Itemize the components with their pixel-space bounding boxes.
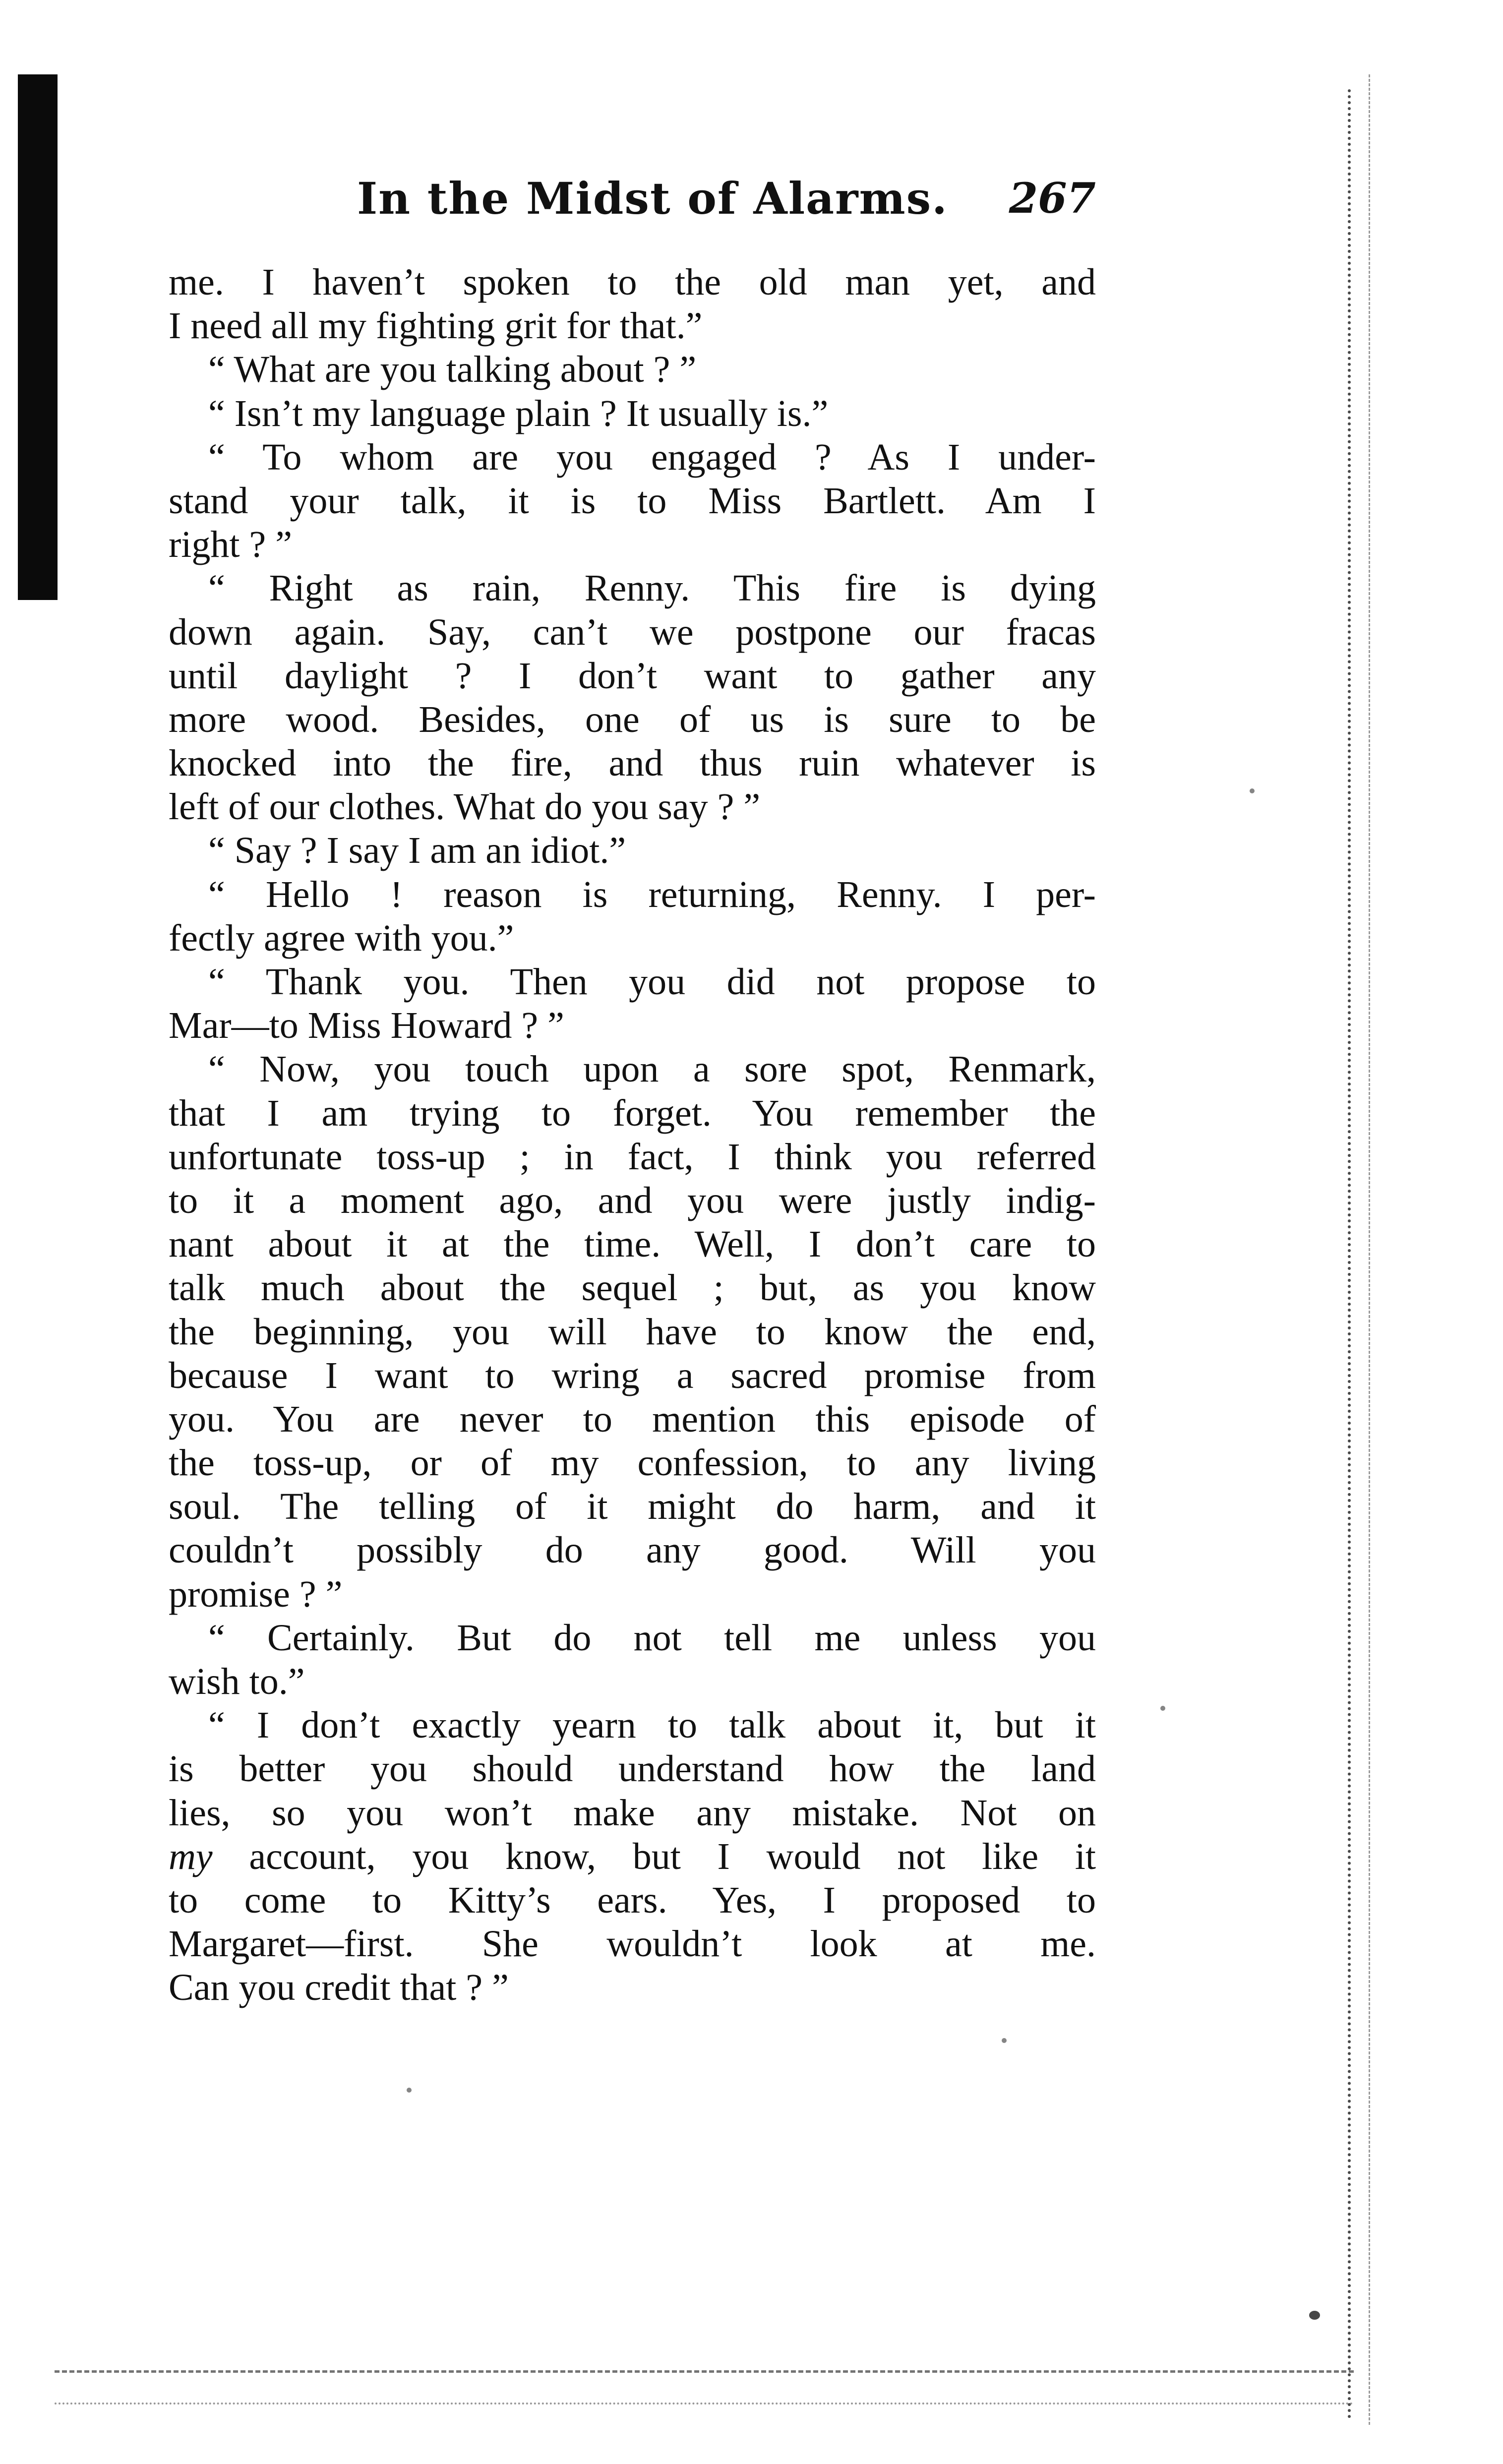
body-text	[169, 260, 1096, 2010]
bottom-edge-artifact	[55, 2370, 1354, 2373]
text-line: lies, so you won’t make any mistake. Not on	[169, 1792, 1096, 1834]
text-line: you. You are never to mention this episode of	[169, 1398, 1096, 1440]
text-line: fectly agree with you.”	[169, 917, 514, 959]
text-line: wish to.”	[169, 1661, 305, 1702]
text-line: couldn’t possibly do any good. Will you	[169, 1529, 1096, 1571]
running-head	[169, 164, 1096, 233]
emphasized-word: my	[169, 1835, 213, 1877]
text-line: Can you credit that ? ”	[169, 1967, 509, 2009]
text-line: “ Hello ! reason is returning, Renny. I per-	[208, 873, 1096, 915]
text-line: promise ? ”	[169, 1573, 343, 1615]
text-line: “ Right as rain, Renny. This fire is dying	[208, 567, 1096, 609]
text-line: my account, you know, but I would not like it	[169, 1835, 1096, 1877]
text-line: talk much about the sequel ; but, as you know	[169, 1267, 1096, 1309]
page-edge-artifact-secondary	[1369, 74, 1373, 2425]
text-line: “ Now, you touch upon a sore spot, Renmark,	[208, 1048, 1096, 1090]
binding-edge-artifact	[18, 74, 58, 600]
scan-speck	[1250, 788, 1255, 793]
text-line: left of our clothes. What do you say ? ”	[169, 786, 761, 828]
text-line: “ What are you talking about ? ”	[208, 349, 697, 391]
text-line: right ? ”	[169, 524, 293, 566]
text-line: to it a moment ago, and you were justly indig-	[169, 1179, 1096, 1221]
text-line: “ Certainly. But do not tell me unless you	[208, 1617, 1096, 1659]
text-line: because I want to wring a sacred promise from	[169, 1354, 1096, 1396]
text-line: stand your talk, it is to Miss Bartlett. Am I	[169, 480, 1096, 522]
text-line: “ To whom are you engaged ? As I under-	[208, 436, 1096, 478]
text-line: until daylight ? I don’t want to gather any	[169, 655, 1096, 697]
text-line: unfortunate toss-up ; in fact, I think you referred	[169, 1136, 1096, 1178]
page-edge-artifact	[1348, 89, 1358, 2420]
text-line: “ Say ? I say I am an idiot.”	[208, 830, 626, 872]
text-line: “ I don’t exactly yearn to talk about it, but it	[208, 1704, 1096, 1746]
text-line: more wood. Besides, one of us is sure to be	[169, 698, 1096, 740]
page-number: 267	[1009, 174, 1096, 223]
text-line: I need all my fighting grit for that.”	[169, 305, 703, 347]
text-line: knocked into the fire, and thus ruin whatever is	[169, 742, 1096, 784]
scan-speck	[1160, 1706, 1165, 1711]
text-line: me. I haven’t spoken to the old man yet, and	[169, 261, 1096, 303]
text-line: “ Isn’t my language plain ? It usually is.”	[208, 392, 829, 434]
scan-speck	[1309, 2311, 1320, 2320]
running-title: In the Midst of Alarms.	[357, 173, 948, 224]
text-line: that I am trying to forget. You remember the	[169, 1092, 1096, 1134]
scan-speck	[1002, 2038, 1007, 2043]
scan-speck	[407, 2088, 412, 2093]
text-line: is better you should understand how the land	[169, 1748, 1096, 1790]
text-line: Mar—to Miss Howard ? ”	[169, 1005, 564, 1047]
text-line: to come to Kitty’s ears. Yes, I proposed to	[169, 1879, 1096, 1921]
text-line: soul. The telling of it might do harm, and it	[169, 1486, 1096, 1528]
text-line: Margaret—first. She wouldn’t look at me.	[169, 1923, 1096, 1965]
text-line: the beginning, you will have to know the end,	[169, 1311, 1096, 1353]
text-line: nant about it at the time. Well, I don’t care to	[169, 1223, 1096, 1265]
bottom-edge-artifact-secondary	[55, 2403, 1354, 2404]
text-line: down again. Say, can’t we postpone our fracas	[169, 611, 1096, 653]
text-line: “ Thank you. Then you did not propose to	[208, 961, 1096, 1003]
text-line: the toss-up, or of my confession, to any living	[169, 1442, 1096, 1484]
